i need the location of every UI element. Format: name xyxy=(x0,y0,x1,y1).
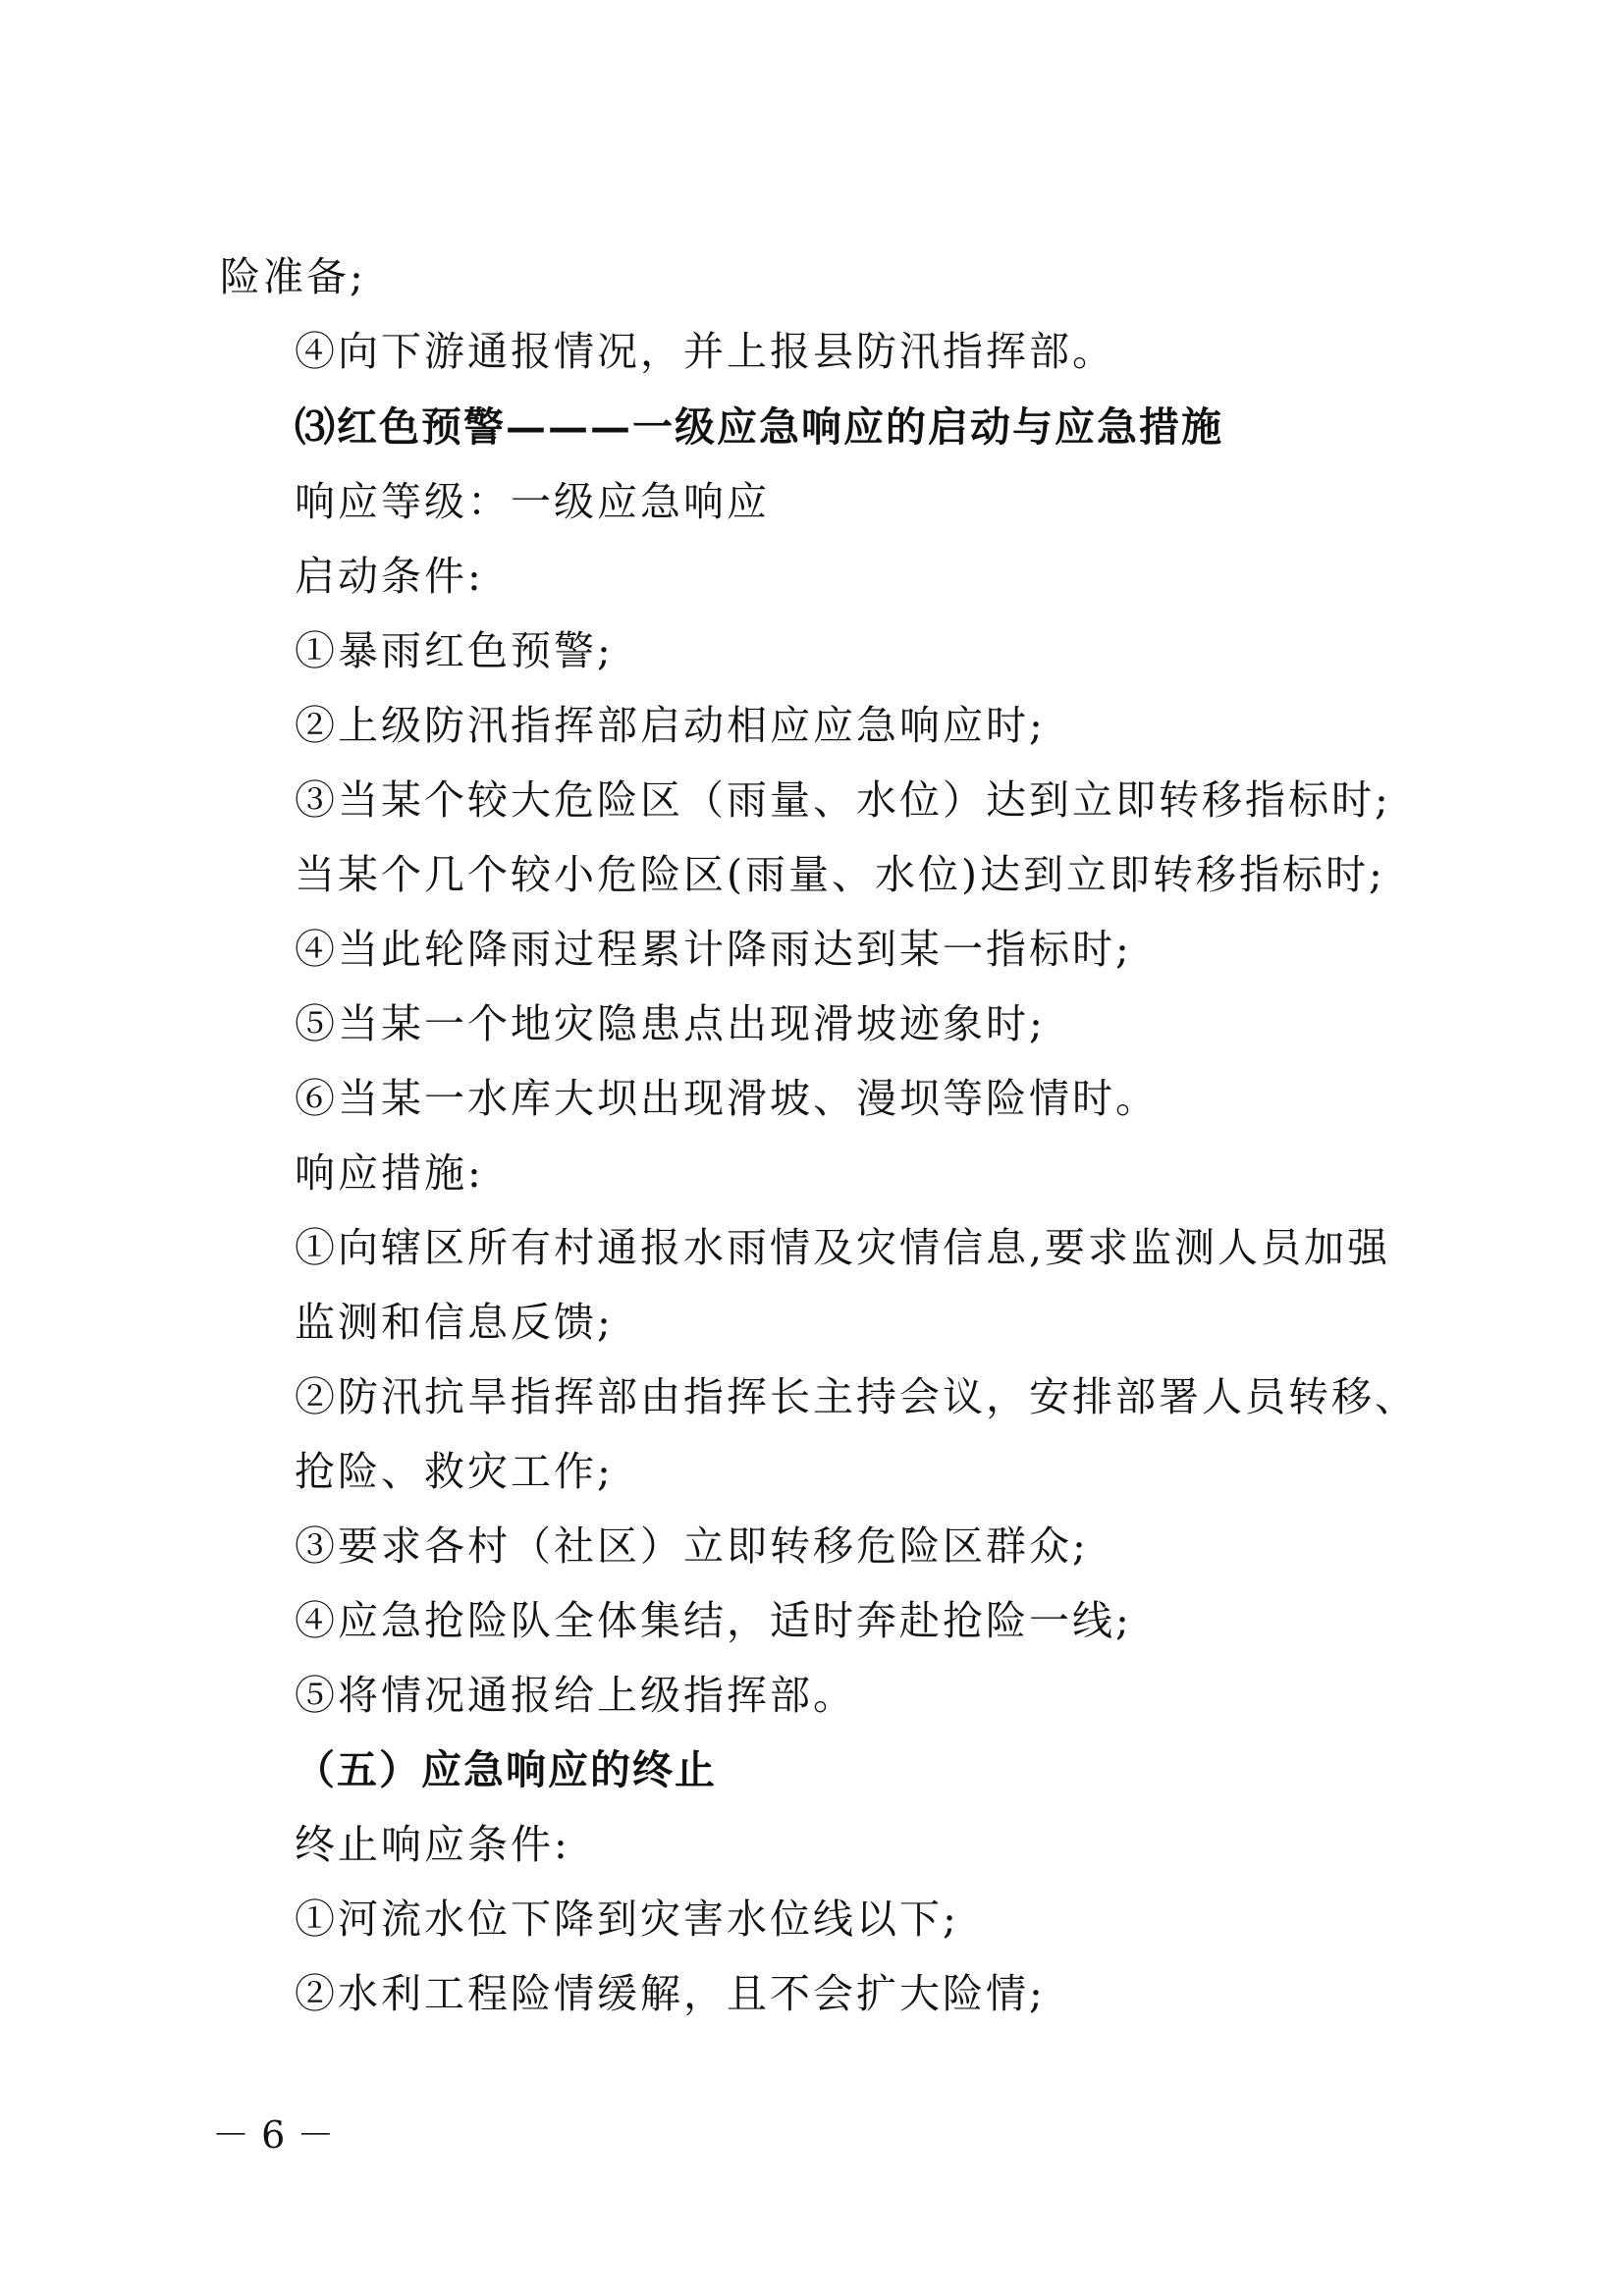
text-line: ①河流水位下降到灾害水位线以下; xyxy=(295,1896,959,1943)
text-line: ①向辖区所有村通报水雨情及灾情信息,要求监测人员加强 xyxy=(295,1224,1391,1271)
text-line: ②上级防汛指挥部启动相应应急响应时; xyxy=(295,702,1046,749)
text-line: 启动条件: xyxy=(295,553,484,600)
text-line: ①暴雨红色预警; xyxy=(295,627,614,674)
text-line: ⑤当某一个地灾隐患点出现滑坡迹象时; xyxy=(295,1000,1046,1047)
text-line: ⑥当某一水库大坝出现滑坡、漫坝等险情时。 xyxy=(295,1075,1159,1122)
text-line: ③当某个较大危险区（雨量、水位）达到立即转移指标时; xyxy=(295,776,1391,824)
section-heading: （五）应急响应的终止 xyxy=(295,1746,717,1793)
text-line: 险准备; xyxy=(220,253,366,300)
text-line: 监测和信息反馈; xyxy=(295,1299,614,1346)
text-line: 抢险、救灾工作; xyxy=(295,1448,614,1495)
text-line: ④当此轮降雨过程累计降雨达到某一指标时; xyxy=(295,926,1132,973)
text-line: ④应急抢险队全体集结，适时奔赴抢险一线; xyxy=(295,1597,1132,1644)
section-heading: ⑶红色预警———一级应急响应的启动与应急措施 xyxy=(295,403,1223,451)
text-line: 当某个几个较小危险区(雨量、水位)达到立即转移指标时; xyxy=(295,851,1385,898)
text-line: ④向下游通报情况，并上报县防汛指挥部。 xyxy=(295,328,1115,375)
text-line: 响应措施: xyxy=(295,1149,484,1197)
text-line: ②水利工程险情缓解，且不会扩大险情; xyxy=(295,1970,1046,2017)
text-line: 响应等级：一级应急响应 xyxy=(295,478,770,525)
text-line: ⑤将情况通报给上级指挥部。 xyxy=(295,1672,856,1719)
text-line: 终止响应条件: xyxy=(295,1821,570,1868)
text-line: ③要求各村（社区）立即转移危险区群众; xyxy=(295,1522,1089,1570)
text-line: ②防汛抗旱指挥部由指挥长主持会议，安排部署人员转移、 xyxy=(295,1373,1418,1420)
page-number: － 6 － xyxy=(212,2113,335,2157)
